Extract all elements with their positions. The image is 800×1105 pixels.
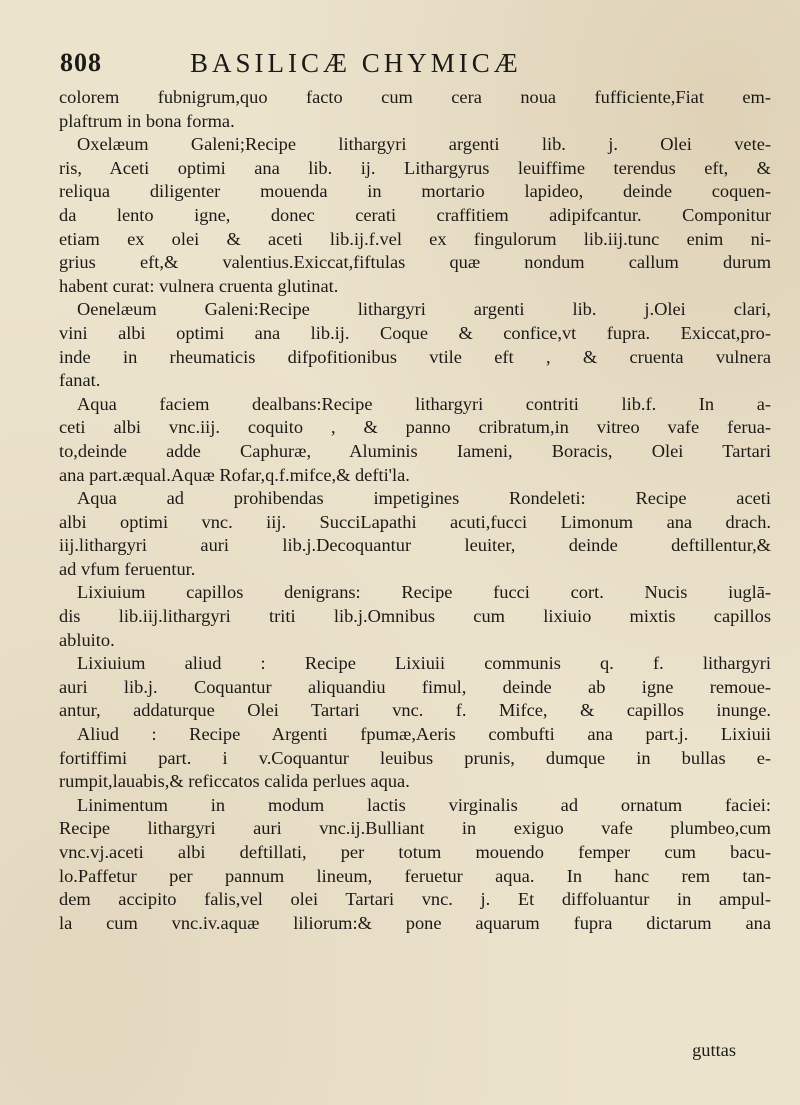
text-line: abluito.: [59, 629, 115, 650]
text-line: albi optimi vnc. iij. SucciLapathi acuti,fucci Limonum ana drach.: [59, 511, 771, 532]
text-line: to,deinde adde Caphuræ, Aluminis Iameni, Boracis, Olei Tartari: [59, 440, 771, 461]
text-line: inde in rheumaticis difpofitionibus vtile eft , & cruenta vulnera: [59, 346, 771, 367]
text-line: dis lib.iij.lithargyri triti lib.j.Omnibus cum lixiuio mixtis capillos: [59, 606, 771, 627]
text-line: ris, Aceti optimi ana lib. ij. Lithargyrus leuiffime terendus eft, &: [59, 157, 771, 178]
text-line: iij.lithargyri auri lib.j.Decoquantur leuiter, deinde deftillentur,&: [59, 535, 771, 556]
running-title: BASILICÆ CHYMICÆ: [190, 48, 522, 78]
text-line: la cum vnc.iv.aquæ liliorum:& pone aquarum fupra dictarum ana: [59, 912, 771, 933]
text-line: Linimentum in modum lactis virginalis ad ornatum faciei:: [77, 794, 771, 815]
text-line: antur, addaturque Olei Tartari vnc. f. Mifce, & capillos inunge.: [59, 700, 771, 721]
page-number: 808: [60, 48, 102, 77]
text-line: Aliud : Recipe Argenti fpumæ,Aeris combufti ana part.j. Lixiuii: [77, 724, 771, 745]
text-line: auri lib.j. Coquantur aliquandiu fimul, deinde ab igne remoue-: [59, 676, 771, 697]
text-line: lo.Paffetur per pannum lineum, feruetur aqua. In hanc rem tan-: [59, 865, 771, 886]
text-line: colorem fubnigrum,quo facto cum cera noua fufficiente,Fiat em-: [59, 87, 771, 107]
text-line: fortiffimi part. i v.Coquantur leuibus prunis, dumque in bullas e-: [59, 747, 771, 768]
text-line: rumpit,lauabis,& reficcatos calida perlues aqua.: [59, 771, 410, 792]
text-line: Oenelæum Galeni:Recipe lithargyri argenti lib. j.Olei clari,: [77, 299, 771, 320]
text-line: fanat.: [59, 370, 101, 391]
text-line: grius eft,& valentius.Exiccat,fiftulas quæ nondum callum durum: [59, 252, 771, 273]
catchword: guttas: [692, 1040, 736, 1060]
text-line: habent curat: vulnera cruenta glutinat.: [59, 275, 339, 296]
text-line: Lixiuium capillos denigrans: Recipe fucci cort. Nucis iuglā-: [77, 582, 771, 603]
text-line: Aqua ad prohibendas impetigines Rondeleti: Recipe aceti: [77, 488, 771, 509]
text-line: Lixiuium aliud : Recipe Lixiuii communis q. f. lithargyri: [77, 653, 771, 674]
text-line: reliqua diligenter mouenda in mortario lapideo, deinde coquen-: [59, 181, 771, 202]
text-line: Recipe lithargyri auri vnc.ij.Bulliant in exiguo vafe plumbeo,cum: [59, 818, 771, 839]
body-text: [59, 86, 771, 935]
text-line: Aqua faciem dealbans:Recipe lithargyri contriti lib.f. In a-: [77, 393, 771, 414]
text-line: vnc.vj.aceti albi deftillati, per totum mouendo femper cum bacu-: [59, 842, 771, 862]
text-line: dem accipito falis,vel olei Tartari vnc. j. Et diffoluantur in ampul-: [59, 889, 771, 910]
text-line: etiam ex olei & aceti lib.ij.f.vel ex fingulorum lib.iij.tunc enim ni-: [59, 228, 771, 249]
text-line: plaftrum in bona forma.: [59, 110, 235, 131]
text-line: ad vfum feruentur.: [59, 558, 196, 579]
text-line: vini albi optimi ana lib.ij. Coque & confice,vt fupra. Exiccat,pro-: [59, 322, 771, 343]
text-line: da lento igne, donec cerati craffitiem adipifcantur. Componitur: [59, 204, 771, 225]
page-header: [60, 48, 760, 88]
text-line: Oxelæum Galeni;Recipe lithargyri argenti lib. j. Olei vete-: [77, 134, 771, 155]
text-line: ceti albi vnc.iij. coquito , & panno cribratum,in vitreo vafe ferua-: [59, 417, 771, 438]
text-line: ana part.æqual.Aquæ Rofar,q.f.mifce,& defti'la.: [59, 464, 410, 485]
